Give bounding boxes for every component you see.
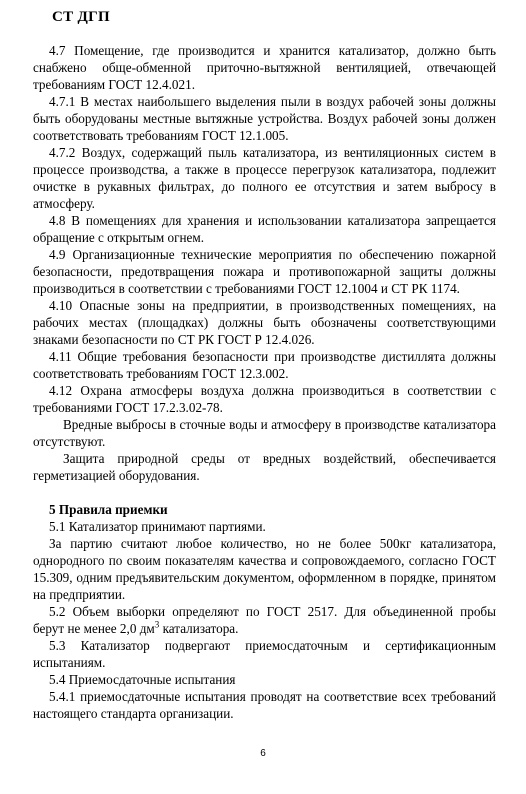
paragraph-5-3: 5.3 Катализатор подвергают приемосдаточным и сертификационным испытаниям. <box>33 638 496 670</box>
paragraph-4-9: 4.9 Организационные технические мероприятия по обеспечению пожарной безопасности, предотвращения пожара и противопожарной защиты должны производиться в соответствии с требованиями ГОСТ 12.1004 и СТ РК 1174. <box>33 247 496 296</box>
paragraph-5-2-text: 5.2 Объем выборки определяют по ГОСТ 2517. Для объединенной пробы берут не менее 2,0 дм <box>33 604 496 636</box>
paragraph-5-2 <box>33 603 496 637</box>
unit-superscript: 3 <box>154 619 160 630</box>
paragraph-batch: За партию считают любое количество, но не более 500кг катализатора, однородного по своим показателям качества и сопровождаемого, согласно ГОСТ 15.309, одним предъявительским документом, оформленном в порядке, принятом на предприятии. <box>33 536 496 602</box>
page-number: 6 <box>260 748 266 759</box>
paragraph-4-8: 4.8 В помещениях для хранения и использовании катализатора запрещается обращение с открытым огнем. <box>33 213 496 245</box>
paragraph-4-7: 4.7 Помещение, где производится и хранится катализатор, должно быть снабжено обще-обменной приточно-вытяжной вентиляцией, отвечающей требованиям ГОСТ 12.4.021. <box>33 43 496 92</box>
paragraph-emissions: Вредные выбросы в сточные воды и атмосферу в производстве катализатора отсутствуют. <box>33 417 496 449</box>
paragraph-4-7-1: 4.7.1 В местах наибольшего выделения пыли в воздух рабочей зоны должны быть оборудованы местные вытяжные устройства. Воздух рабочей зоны должен соответствовать требованиям ГОСТ 12.1.005. <box>33 94 496 143</box>
paragraph-5-4-1: 5.4.1 приемосдаточные испытания проводят на соответствие всех требований настоящего стандарта организации. <box>33 689 496 721</box>
paragraph-4-12: 4.12 Охрана атмосферы воздуха должна производиться в соответствии с требованиями ГОСТ 17.2.3.02-78. <box>33 383 496 415</box>
section-5-title: 5 Правила приемки <box>49 502 168 517</box>
paragraph-5-2-tail: катализатора. <box>159 621 239 636</box>
document-body <box>33 42 496 722</box>
paragraph-environment: Защита природной среды от вредных воздействий, обеспечивается герметизацией оборудования. <box>33 451 496 483</box>
paragraph-4-11: 4.11 Общие требования безопасности при производстве дистиллята должны соответствовать требованиям ГОСТ 12.3.002. <box>33 349 496 381</box>
document-header: СТ ДГП <box>52 9 110 25</box>
paragraph-4-7-2: 4.7.2 Воздух, содержащий пыль катализатора, из вентиляционных систем в процессе производства, а также в процессе перегрузок катализатора, подлежит очистке в рукавных фильтрах, до полного ее отсутствия и затем выбросу в атмосферу. <box>33 145 496 211</box>
paragraph-5-1: 5.1 Катализатор принимают партиями. <box>49 519 266 534</box>
paragraph-4-10: 4.10 Опасные зоны на предприятии, в производственных помещениях, на рабочих местах (площадках) должны быть обозначены соответствующими знаками безопасности по СТ РК ГОСТ Р 12.4.026. <box>33 298 496 347</box>
paragraph-5-4: 5.4 Приемосдаточные испытания <box>49 672 236 687</box>
